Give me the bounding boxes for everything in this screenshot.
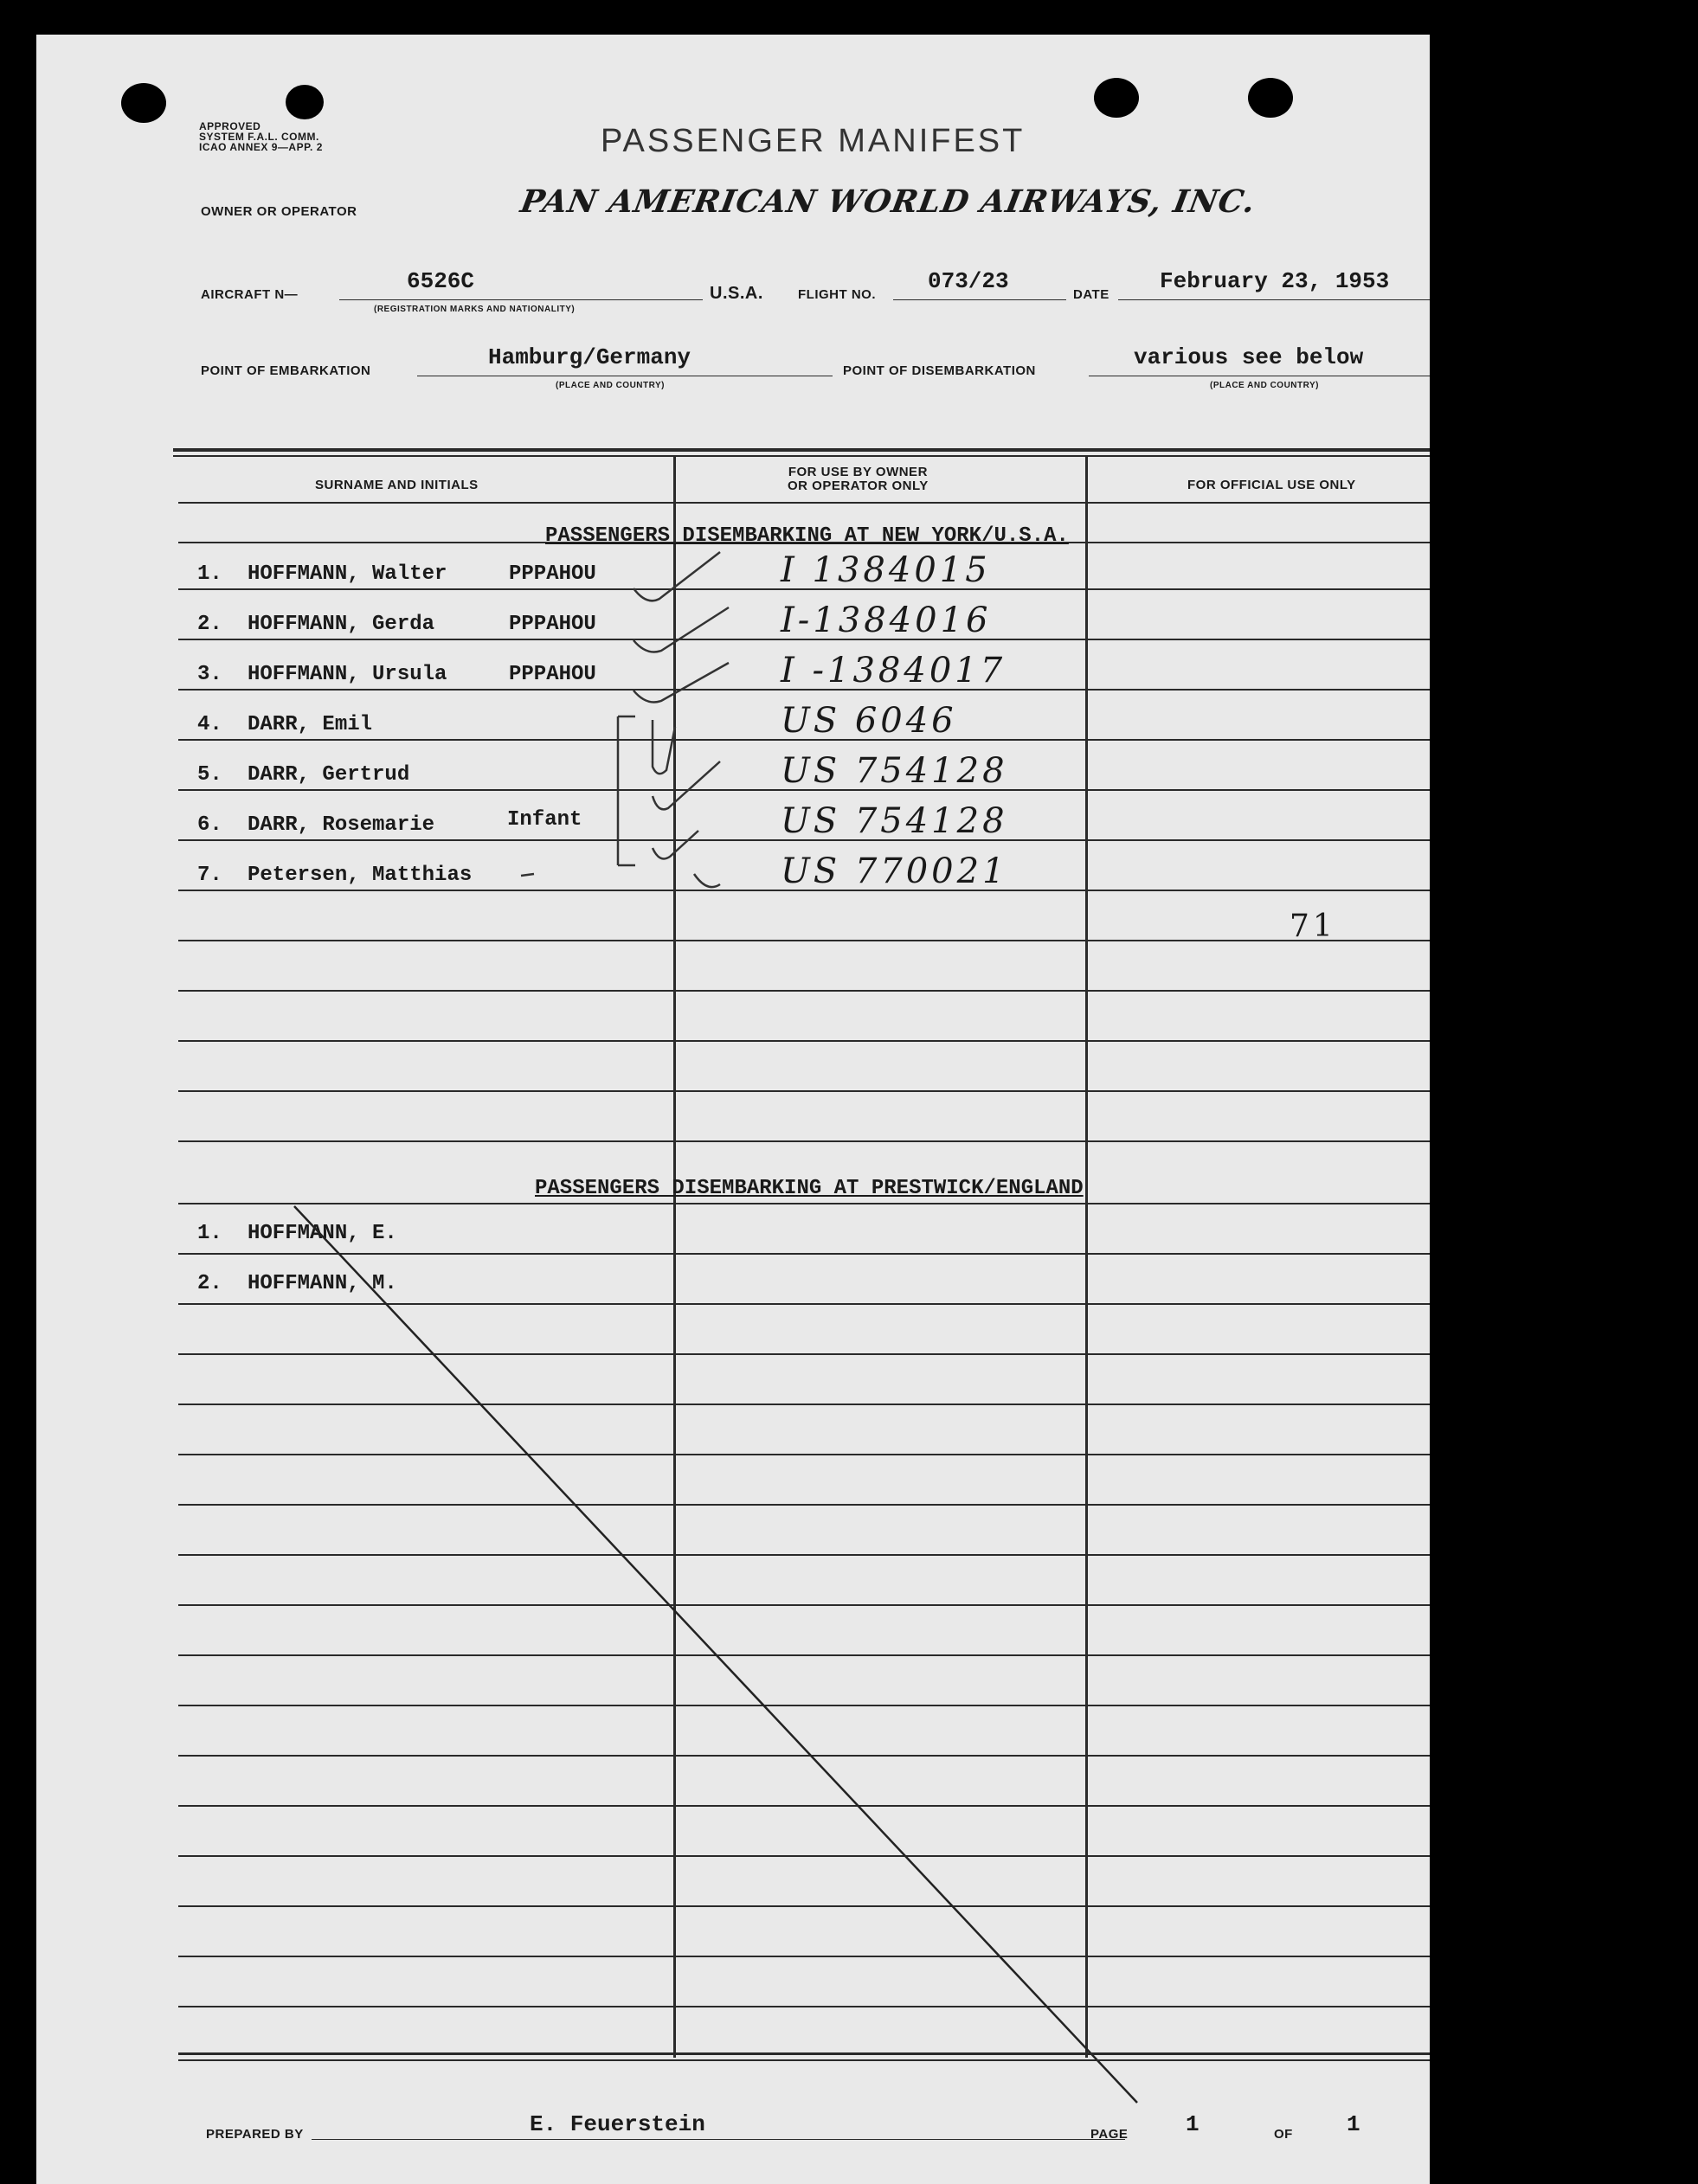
passenger-name: HOFFMANN, E. (248, 1222, 397, 1245)
section-heading-prestwick: PASSENGERS DISEMBARKING AT PRESTWICK/ENGLAND (535, 1177, 1084, 1200)
page-total: 1 (1347, 2111, 1360, 2137)
prepared-label: PREPARED BY (206, 2127, 304, 2142)
passport-number: US 754128 (781, 801, 1008, 841)
of-label: OF (1274, 2127, 1293, 2142)
airline-name: PAN AMERICAN WORLD AIRWAYS, INC. (518, 183, 1259, 220)
passport-number: US 754128 (781, 751, 1008, 791)
aircraft-label: AIRCRAFT N— (201, 287, 299, 302)
passenger-note: Infant (507, 808, 582, 832)
owner-label: OWNER OR OPERATOR (201, 204, 357, 219)
embark-label: POINT OF EMBARKATION (201, 363, 371, 378)
passenger-number: 7. (197, 864, 222, 887)
passenger-number: 2. (197, 1272, 222, 1295)
page-number: 1 (1186, 2111, 1200, 2137)
passenger-name: HOFFMANN, Gerda (248, 613, 435, 636)
flight-date: February 23, 1953 (1160, 268, 1390, 294)
passport-number: I-1384016 (781, 601, 992, 640)
date-label: DATE (1073, 287, 1109, 302)
passport-number: I -1384017 (781, 651, 1007, 691)
manifest-page (36, 35, 1430, 2184)
passenger-name: HOFFMANN, Ursula (248, 663, 447, 686)
disembark-place: various see below (1134, 344, 1364, 370)
registration-caption: (REGISTRATION MARKS AND NATIONALITY) (374, 305, 576, 314)
passenger-note: PPPAHOU (509, 562, 596, 586)
disembark-caption: (PLACE AND COUNTRY) (1210, 381, 1319, 390)
cancel-line (36, 35, 1430, 2184)
passenger-number: 5. (197, 763, 222, 787)
flight-number: 073/23 (928, 268, 1009, 294)
disembark-label: POINT OF DISEMBARKATION (843, 363, 1036, 378)
column-header-official: FOR OFFICIAL USE ONLY (1187, 478, 1356, 492)
passenger-number: 4. (197, 713, 222, 736)
column-header-surname: SURNAME AND INITIALS (315, 478, 479, 492)
page-title: PASSENGER MANIFEST (601, 123, 1026, 159)
passenger-number: 1. (197, 1222, 222, 1245)
prepared-by: E. Feuerstein (530, 2111, 705, 2137)
passenger-name: DARR, Gertrud (248, 763, 410, 787)
passport-number: US 770021 (781, 851, 1008, 891)
passenger-note: PPPAHOU (509, 663, 596, 686)
country-label: U.S.A. (710, 284, 763, 303)
passport-number: US 6046 (781, 701, 957, 741)
embark-place: Hamburg/Germany (488, 344, 691, 370)
passenger-name: HOFFMANN, Walter (248, 562, 447, 586)
section-heading-newyork: PASSENGERS DISEMBARKING AT NEW YORK/U.S.A. (545, 524, 1069, 548)
passenger-number: 3. (197, 663, 222, 686)
official-number: 71 (1290, 909, 1336, 944)
passenger-note: PPPAHOU (509, 613, 596, 636)
passport-number: I 1384015 (781, 550, 991, 590)
passenger-name: DARR, Emil (248, 713, 373, 736)
column-header-operator: FOR USE BY OWNER OR OPERATOR ONLY (788, 465, 929, 493)
passenger-number: 2. (197, 613, 222, 636)
aircraft-number: 6526C (407, 268, 475, 294)
passenger-number: 6. (197, 813, 222, 837)
passenger-name: HOFFMANN, M. (248, 1272, 397, 1295)
passenger-name: DARR, Rosemarie (248, 813, 435, 837)
flight-label: FLIGHT NO. (798, 287, 876, 302)
passenger-number: 1. (197, 562, 222, 586)
passenger-name: Petersen, Matthias (248, 864, 473, 887)
embark-caption: (PLACE AND COUNTRY) (556, 381, 665, 390)
approval-note: APPROVED SYSTEM F.A.L. COMM. ICAO ANNEX 9—APP. 2 (199, 120, 323, 153)
page-label: PAGE (1090, 2127, 1129, 2142)
